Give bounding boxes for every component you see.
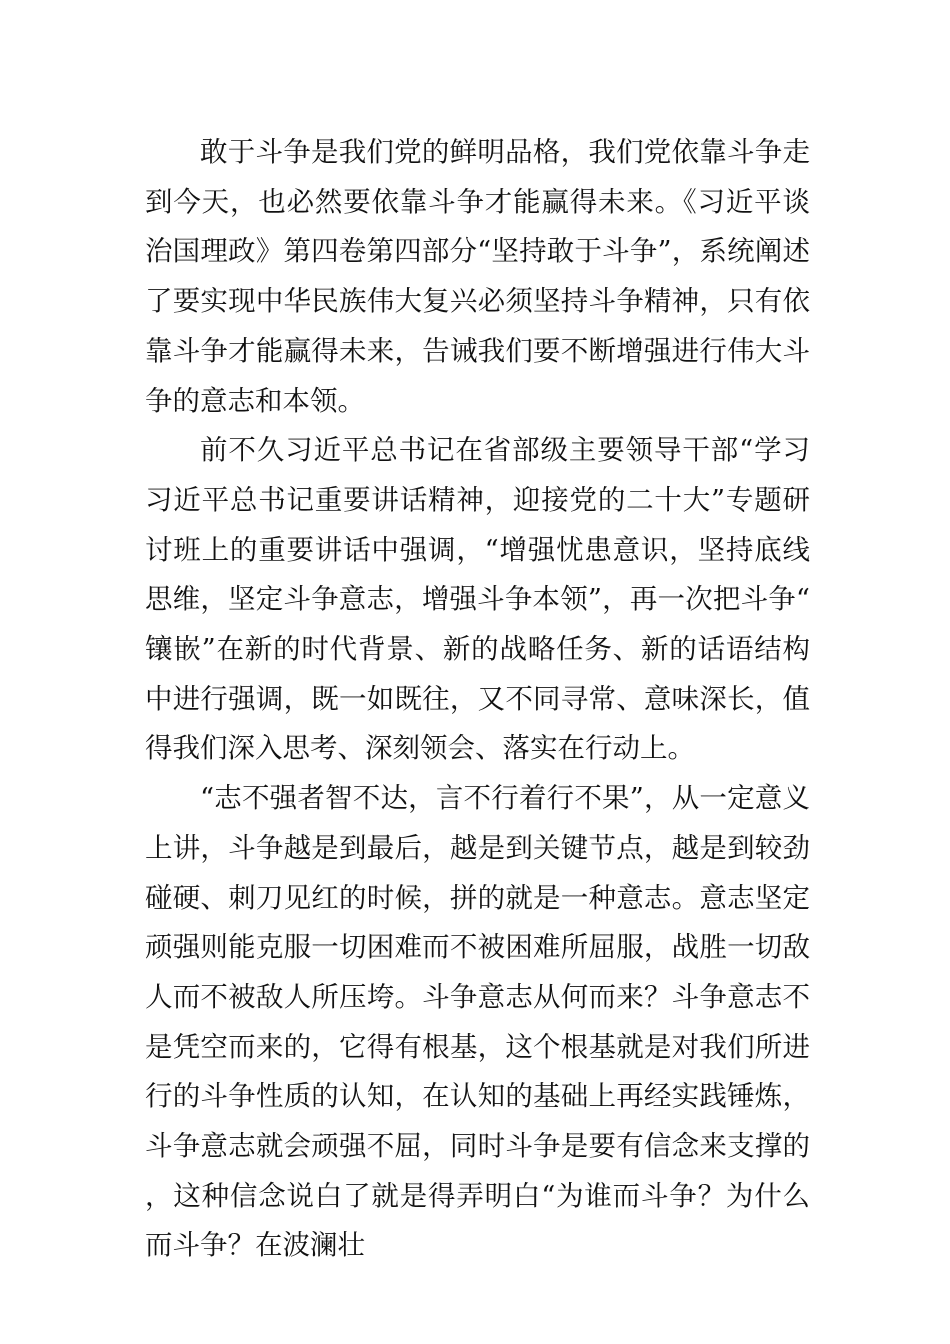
paragraph-1: 敢于斗争是我们党的鲜明品格，我们党依靠斗争走到今天，也必然要依靠斗争才能赢得未来。《习近平谈治国理政》第四卷第四部分“坚持敢于斗争”，系统阐述了要实现中华民族伟大复兴必须坚持斗争精神，只有依靠斗争才能赢得未来，告诫我们要不断增强进行伟大斗争的意志和本领。 (145, 136, 810, 417)
paragraph-2: 前不久习近平总书记在省部级主要领导干部“学习习近平总书记重要讲话精神，迎接党的二十大”专题研讨班上的重要讲话中强调，“增强忧患意识，坚持底线思维，坚定斗争意志，增强斗争本领”，再一次把斗争“镶嵌”在新的时代背景、新的战略任务、新的话语结构中进行强调，既一如既往，又不同寻常、意味深长，值得我们深入思考、深刻领会、落实在行动上。 (145, 434, 810, 765)
document-body (145, 128, 810, 1271)
paragraph-3: “志不强者智不达，言不行着行不果”，从一定意义上讲，斗争越是到最后，越是到关键节点，越是到较劲碰硬、刺刀见红的时候，拼的就是一种意志。意志坚定顽强则能克服一切困难而不被困难所屈服，战胜一切敌人而不被敌人所压垮。斗争意志从何而来？斗争意志不是凭空而来的，它得有根基，这个根基就是对我们所进行的斗争性质的认知，在认知的基础上再经实践锤炼，斗争意志就会顽强不屈，同时斗争是要有信念来支撑的，这种信念说白了就是得弄明白“为谁而斗争？为什么而斗争？在波澜壮 (145, 782, 810, 1262)
